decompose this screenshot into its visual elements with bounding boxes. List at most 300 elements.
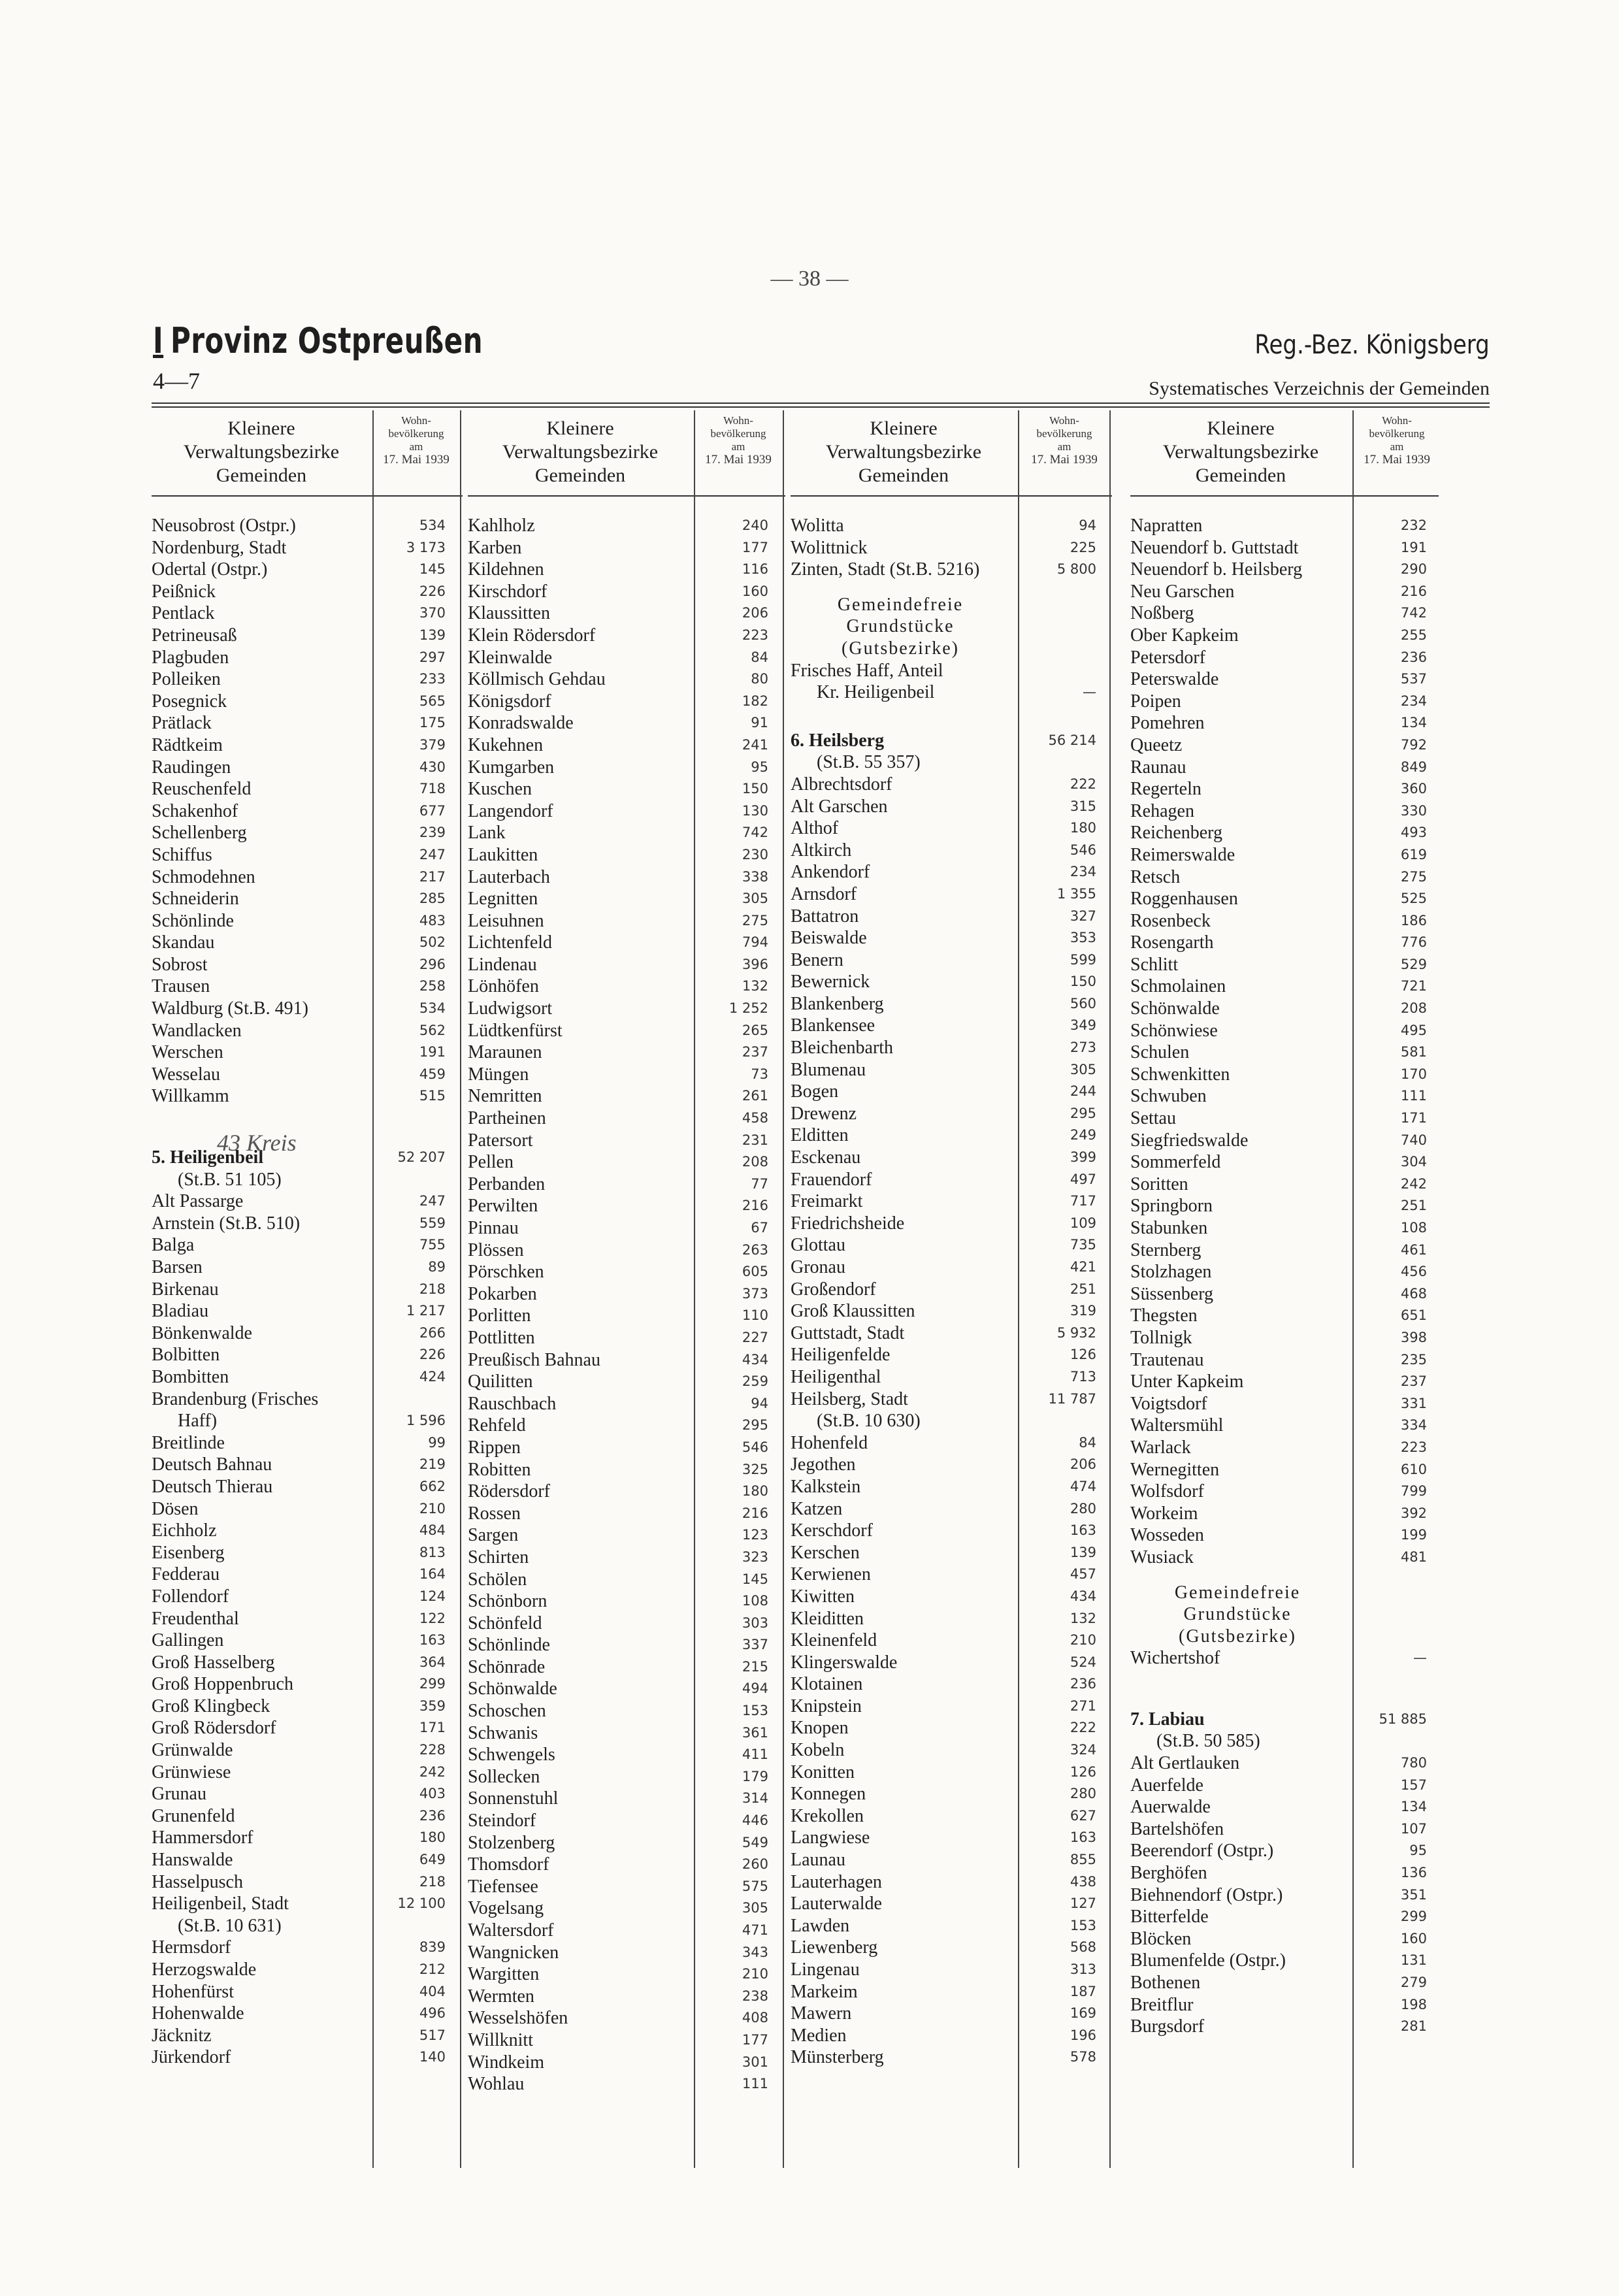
population-value: 484 [419,1522,446,1539]
table-row [468,1547,785,1569]
population-value: 108 [1400,1220,1427,1236]
table-row [468,1876,785,1898]
table-row [468,1261,785,1283]
header-pop-line1: Wohn- [401,414,431,427]
header-name-line2: Verwaltungsbezirke [825,441,982,463]
table-row [791,1410,1112,1432]
header-pop-line2: bevölkerung [388,427,444,440]
population-value: 180 [419,1829,446,1846]
header-pop-line3: am [409,440,423,453]
population-value: 334 [1400,1417,1427,1434]
gemeinde-name: Willknitt [468,2029,533,2050]
gemeinde-name: Schmolainen [1130,976,1226,997]
population-value: 266 [419,1324,446,1341]
gemeinde-name: Schönwiese [1130,1020,1218,1041]
table-row [1130,1669,1439,1682]
gemeinde-name: Wesselshöfen [468,2008,568,2029]
gemeinde-name: Pokarben [468,1283,537,1304]
gemeinde-name: Guttstadt, Stadt [791,1322,905,1343]
population-value: 421 [1070,1259,1096,1275]
table-row [791,1739,1112,1762]
population-value: 275 [742,912,768,928]
table-row [468,602,785,625]
gemeinde-name: Arnsdorf [791,883,857,904]
table-row [152,647,463,669]
table-row [468,888,785,910]
population-value: 742 [742,825,768,841]
population-value: 605 [742,1264,768,1280]
header-rule [152,402,1490,404]
population-value: 379 [419,736,446,753]
population-value: 327 [1070,908,1096,924]
header-population-label [1356,414,1437,467]
table-row [468,559,785,581]
table-row [152,1827,463,1849]
gemeinde-name: Köllmisch Gehdau [468,669,606,690]
table-row [1130,1818,1439,1841]
population-value: 219 [419,1456,446,1473]
regierungsbezirk-title: Reg.-Bez. Königsberg [1254,330,1490,360]
gemeinde-name: Schlitt [1130,954,1179,975]
population-value: 404 [419,1983,446,1999]
table-row [468,1393,785,1415]
population-value: 56 214 [1048,732,1096,748]
gemeinde-name: Medien [791,2025,847,2046]
population-value: 231 [742,1132,768,1148]
population-value: 1 217 [406,1303,446,1319]
table-row [152,1344,463,1366]
table-row [1130,515,1439,537]
table-row [152,1256,463,1279]
population-value: 198 [1400,1996,1427,2012]
gemeinde-name: Drewenz [791,1103,857,1124]
population-value: 495 [1400,1022,1427,1038]
population-value: 496 [419,2005,446,2022]
gemeinde-name: Kildehnen [468,559,544,580]
header-name-label [152,417,371,487]
table-row [468,1151,785,1173]
gemeinde-name: Benern [791,949,843,970]
table-row [791,1827,1112,1849]
population-value: 150 [1070,974,1096,990]
gemeinde-name: Pellen [468,1152,514,1173]
population-value: 225 [1070,539,1096,555]
population-value: 191 [419,1044,446,1060]
population-value: 299 [1400,1909,1427,1925]
table-row [791,1432,1112,1454]
population-value: 237 [742,1044,768,1060]
population-value: 461 [1400,1241,1427,1258]
population-value: 228 [419,1742,446,1758]
table-row [152,1739,463,1762]
population-value: 361 [742,1724,768,1741]
header-pop-line3: am [731,440,745,453]
gemeinde-name: Wolitta [791,516,844,536]
gemeinde-name: Gemeindefreie [837,594,964,615]
table-row [468,757,785,779]
population-value: 546 [742,1439,768,1455]
population-value: 599 [1070,951,1096,968]
population-value: 140 [419,2049,446,2065]
gemeinde-name: Reuschenfeld [152,779,252,800]
gemeinde-name: Leisuhnen [468,910,544,931]
table-row [1130,1064,1439,1086]
population-value: 459 [419,1066,446,1082]
table-row [791,1542,1112,1564]
population-value: 212 [419,1961,446,1977]
gemeinde-name: Workeim [1130,1503,1198,1524]
table-row [152,800,463,823]
population-value: 303 [742,1615,768,1631]
table-row [152,1322,463,1345]
table-row [468,1634,785,1656]
population-value: 145 [419,561,446,578]
population-value: 305 [1070,1061,1096,1077]
gemeinde-name: Stabunken [1130,1218,1208,1238]
table-row [152,954,463,976]
population-value: 263 [742,1241,768,1258]
population-value: 315 [1070,798,1096,814]
table-row [791,704,1112,717]
population-value: 438 [1070,1873,1096,1890]
gemeinde-name: Waltersmühl [1130,1415,1224,1436]
population-value: — [1413,1650,1427,1666]
gemeinde-name: Schönlinde [468,1635,550,1656]
population-value: 261 [742,1088,768,1104]
gemeinde-name: Grünwalde [152,1740,233,1761]
gemeinde-name: Follendorf [152,1586,229,1607]
gemeinde-name: Klein Rödersdorf [468,625,596,646]
population-value: 855 [1070,1852,1096,1868]
population-value: 565 [419,693,446,709]
table-row [468,1020,785,1042]
table-column [152,410,463,2168]
population-value: 226 [419,583,446,599]
gemeinde-name: Bewernick [791,972,870,992]
header-name-line2: Verwaltungsbezirke [1162,441,1319,463]
table-row [152,2046,463,2069]
gemeinde-name: Ludwigsort [468,998,553,1019]
population-value: 234 [1070,864,1096,880]
gemeinde-name: Werschen [152,1042,223,1063]
table-row [791,1124,1112,1147]
province-name: Provinz Ostpreußen [170,320,483,361]
table-row [152,2025,463,2047]
population-value: 132 [742,978,768,994]
gemeinde-name: (Gutsbezirke) [842,638,959,659]
gemeinde-name: Groß Hasselberg [152,1652,275,1673]
population-value: 210 [419,1500,446,1517]
table-row [1130,1349,1439,1371]
table-row [152,625,463,647]
table-row [152,1630,463,1652]
population-value: 373 [742,1285,768,1302]
gemeinde-name: Porlitten [468,1305,531,1326]
population-value: 111 [1400,1088,1427,1104]
table-row [152,712,463,734]
population-value: 95 [751,759,768,775]
table-row [791,660,1112,682]
header-pop-line2: bevölkerung [710,427,766,440]
population-value: 180 [1070,820,1096,836]
population-value: 130 [742,802,768,819]
table-row [1130,581,1439,603]
table-row [468,1481,785,1503]
table-row [1130,1569,1439,1582]
population-value: 99 [428,1434,446,1451]
table-row [791,681,1112,704]
population-value: 107 [1400,1820,1427,1837]
gemeinde-name: Kirschdorf [468,581,548,602]
table-row [468,1064,785,1086]
population-value: 325 [742,1461,768,1477]
table-row [791,1190,1112,1213]
table-row [468,1173,785,1196]
table-row [152,1520,463,1542]
population-value: 559 [419,1215,446,1231]
gemeinde-name: Schwuben [1130,1086,1207,1107]
table-row [791,1103,1112,1125]
table-row [468,778,785,800]
table-row [468,1415,785,1437]
table-row [1130,602,1439,625]
population-value: 233 [419,671,446,687]
population-value: 799 [1400,1483,1427,1500]
gemeinde-name: Neuendorf b. Guttstadt [1130,537,1299,558]
population-value: 813 [419,1544,446,1560]
population-value: 199 [1400,1527,1427,1543]
gemeinde-name: Raudingen [152,757,231,778]
header-pop-line1: Wohn- [1049,414,1079,427]
population-value: 517 [419,2027,446,2043]
column-header [152,410,463,497]
table-row [791,861,1112,883]
population-value: 275 [1400,868,1427,885]
gemeinde-name: Ober Kapkeim [1130,625,1239,646]
population-value: 5 932 [1056,1324,1096,1341]
table-row [1130,691,1439,713]
population-value: 735 [1070,1237,1096,1253]
gemeinde-name: Friedrichsheide [791,1213,905,1234]
gemeinde-name: Karben [468,537,522,558]
table-row [152,1085,463,1107]
population-value: 122 [419,1610,446,1626]
population-value: 116 [742,561,768,578]
population-value: 575 [742,1878,768,1894]
header-name-line1: Kleinere [227,418,295,439]
table-row [152,691,463,713]
population-value: 280 [1070,1786,1096,1802]
population-value: 145 [742,1571,768,1587]
table-row [1130,1327,1439,1349]
table-row [468,691,785,713]
header-name-line1: Kleinere [546,418,614,439]
population-value: 126 [1070,1347,1096,1363]
population-value: 273 [1070,1040,1096,1056]
table-row [152,515,463,537]
table-row [152,1959,463,1981]
population-value: 305 [742,891,768,907]
gemeinde-name: Maraunen [468,1042,542,1063]
gemeinde-name: Lüdtkenfürst [468,1020,563,1041]
table-row [468,1107,785,1130]
population-value: 249 [1070,1127,1096,1143]
table-row [791,796,1112,818]
table-row [1130,1415,1439,1437]
table-row [1130,1796,1439,1818]
table-row [152,1805,463,1828]
gemeinde-name: Noßberg [1130,603,1194,624]
gemeinde-name: Lauterhagen [791,1871,882,1892]
table-row [468,2029,785,2052]
population-value: 182 [742,693,768,709]
table-row [152,1586,463,1608]
table-row [468,866,785,889]
table-row [791,1498,1112,1520]
population-value: 627 [1070,1807,1096,1824]
table-row [791,1300,1112,1322]
gemeinde-name: Schönlinde [152,910,234,931]
table-row [468,1744,785,1766]
gemeinde-name: Hermsdorf [152,1937,231,1958]
table-row [468,1656,785,1679]
population-value: 502 [419,934,446,951]
gemeinde-name: Schakenhof [152,800,238,821]
table-row [791,1696,1112,1718]
gemeinde-name: Wolittnick [791,537,868,558]
table-row [152,1762,463,1784]
gemeinde-name: Konitten [791,1762,855,1782]
table-row [152,1169,463,1191]
gemeinde-name: Gemeindefreie [1174,1582,1301,1603]
gemeinde-name: Lawden [791,1915,850,1936]
table-row [1130,998,1439,1020]
gemeinde-name: Lingenau [791,1960,860,1980]
table-row [152,1213,463,1235]
population-value: 468 [1400,1285,1427,1302]
population-value: 127 [1070,1895,1096,1912]
province-title [153,320,483,361]
table-row [468,998,785,1020]
gemeinde-name: Wusiack [1130,1547,1194,1567]
table-row [468,976,785,998]
table-row [1130,1437,1439,1459]
gemeinde-name: Klotainen [791,1674,863,1695]
table-row [152,1300,463,1322]
population-value: 77 [751,1175,768,1192]
population-value: 84 [1079,1434,1096,1451]
table-row [791,594,1112,616]
gemeinde-name: (St.B. 10 631) [178,1915,282,1936]
gemeinde-name: Beiswalde [791,928,867,949]
population-value: 206 [1070,1456,1096,1473]
population-value: 301 [742,2054,768,2070]
gemeinde-name: Jäcknitz [152,2025,212,2046]
gemeinde-name: Trausen [152,976,210,997]
table-row [791,1169,1112,1191]
table-row [468,1524,785,1547]
population-value: 457 [1070,1566,1096,1583]
gemeinde-name: Nordenburg, Stadt [152,537,287,558]
gemeinde-name: Settau [1130,1108,1176,1129]
population-value: 241 [742,736,768,753]
table-row [791,883,1112,906]
gemeinde-name: Sargen [468,1525,519,1546]
gemeinde-name: Wangnicken [468,1942,559,1963]
table-row [791,751,1112,774]
district-range: 4—7 [153,368,200,394]
table-row [468,1283,785,1305]
population-value: 223 [1400,1439,1427,1455]
population-value: 80 [751,671,768,687]
gemeinde-name: Robitten [468,1459,531,1480]
gemeinde-name: Perbanden [468,1173,546,1194]
table-row [152,1673,463,1696]
population-value: 242 [419,1763,446,1780]
table-row [152,844,463,866]
table-row [791,1366,1112,1388]
gemeinde-name: Neuendorf b. Heilsberg [1130,559,1303,580]
gemeinde-name: Lauterwalde [791,1894,882,1914]
gemeinde-name: Konnegen [791,1784,866,1805]
population-value: 238 [742,1988,768,2004]
table-row [1130,1195,1439,1217]
gemeinde-name: Wermten [468,1986,534,2007]
table-row [152,1366,463,1388]
population-value: 776 [1400,934,1427,951]
table-row [1130,822,1439,844]
population-value: 255 [1400,627,1427,643]
gemeinde-name: Rosenbeck [1130,910,1211,931]
table-row [1130,1840,1439,1862]
population-value: 177 [742,539,768,555]
table-row [791,906,1112,928]
table-row [1130,1752,1439,1775]
population-value: 237 [1400,1373,1427,1390]
gemeinde-name: Süssenberg [1130,1283,1214,1304]
population-value: 169 [1070,2005,1096,2022]
table-row [791,2025,1112,2047]
table-row [468,2073,785,2095]
table-row [152,998,463,1020]
table-column [468,410,785,2168]
population-value: 123 [742,1527,768,1543]
gemeinde-name: Bothenen [1130,1973,1201,1993]
header-pop-line4: 17. Mai 1939 [1364,453,1430,467]
gemeinde-name: Wandlacken [152,1020,242,1041]
gemeinde-name: Hohenfürst [152,1981,234,2002]
column-header [468,410,785,497]
table-row [791,1520,1112,1542]
table-row [468,1897,785,1920]
population-value: 295 [1070,1105,1096,1121]
population-value: 279 [1400,1975,1427,1990]
table-row [1130,1647,1439,1669]
gemeinde-name: Wosseden [1130,1525,1204,1546]
gemeinde-name: Schwenkitten [1130,1064,1230,1085]
table-row [791,1344,1112,1366]
gemeinde-name: Pörschken [468,1262,544,1283]
gemeinde-name: Regerteln [1130,779,1202,800]
gemeinde-name: Altkirch [791,840,852,861]
population-value: 164 [419,1566,446,1583]
table-row [791,1147,1112,1169]
table-row [468,537,785,559]
gemeinde-name: Blumenfelde (Ostpr.) [1130,1950,1286,1971]
gemeinde-name: Münsterberg [791,2047,884,2068]
table-row [152,559,463,581]
population-value: 179 [742,1768,768,1784]
